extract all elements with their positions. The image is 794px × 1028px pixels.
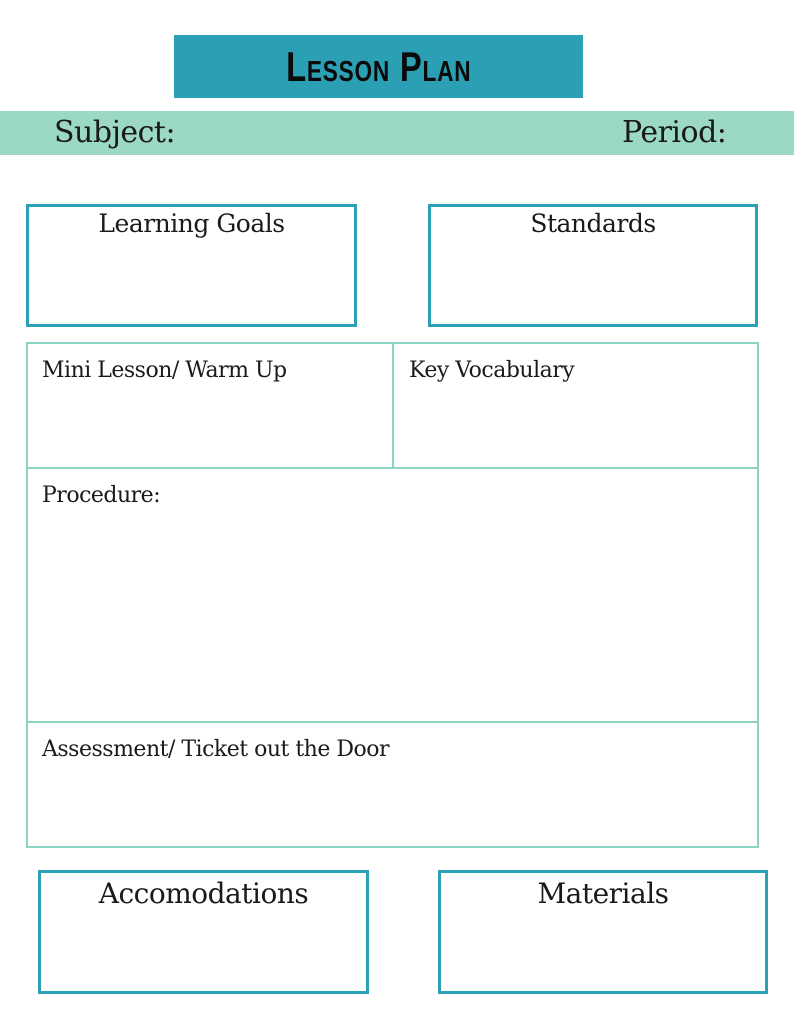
key-vocabulary-cell[interactable]: [395, 344, 757, 468]
title-banner: [174, 35, 583, 98]
lesson-grid: [26, 342, 759, 848]
standards-box[interactable]: [428, 204, 758, 327]
materials-box[interactable]: [438, 870, 768, 994]
subject-period-bar: [0, 111, 794, 155]
assessment-label: Assessment/ Ticket out the Door: [42, 737, 389, 762]
accomodations-title: Accomodations: [98, 877, 309, 910]
grid-divider-vertical: [392, 344, 394, 468]
procedure-cell[interactable]: [28, 469, 757, 721]
mini-lesson-label: Mini Lesson/ Warm Up: [42, 358, 287, 383]
learning-goals-title: Learning Goals: [98, 209, 285, 238]
subject-label: Subject:: [54, 115, 176, 150]
standards-title: Standards: [530, 209, 656, 238]
assessment-cell[interactable]: [28, 723, 757, 846]
accomodations-box[interactable]: [38, 870, 369, 994]
mini-lesson-cell[interactable]: [28, 344, 393, 468]
materials-title: Materials: [537, 877, 669, 910]
learning-goals-box[interactable]: [26, 204, 357, 327]
key-vocabulary-label: Key Vocabulary: [409, 358, 575, 383]
procedure-label: Procedure:: [42, 483, 161, 508]
page-title: Lesson Plan: [285, 42, 472, 90]
period-label: Period:: [622, 115, 727, 150]
